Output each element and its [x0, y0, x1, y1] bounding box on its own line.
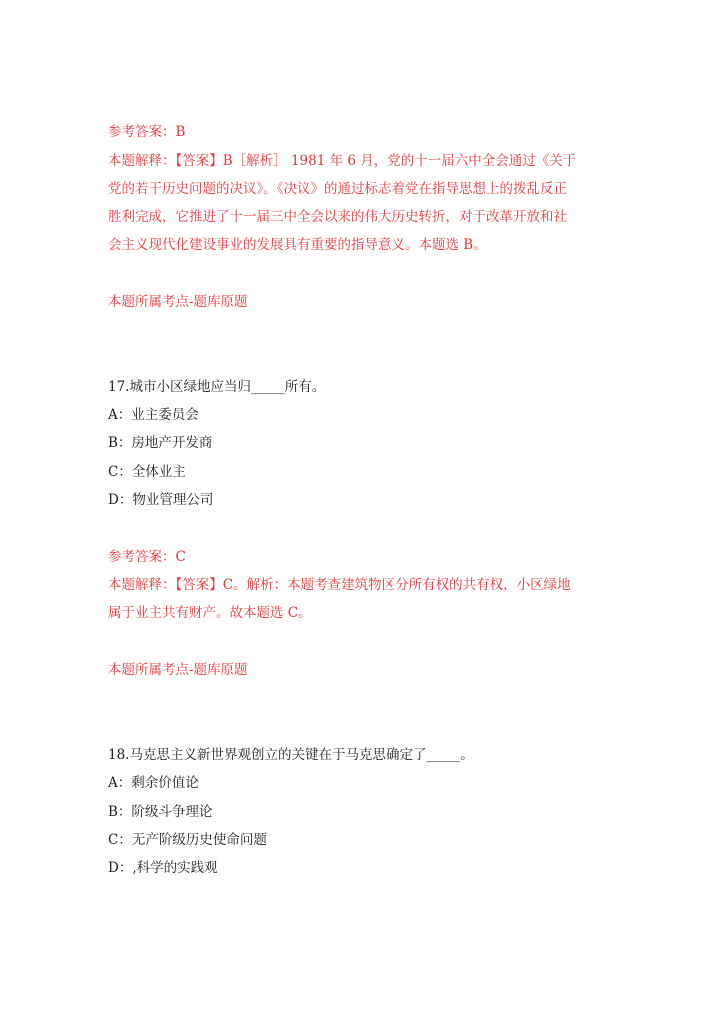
q17-ref-answer: 参考答案：C	[108, 549, 186, 565]
q17-stem: 17.城市小区绿地应当归_____所有。	[108, 379, 326, 395]
q18-option-a: A：剩余价值论	[108, 775, 199, 791]
q16-source: 本题所属考点-题库原题	[108, 294, 248, 310]
q17-option-c: C：全体业主	[108, 464, 186, 480]
q16-explanation-line-3: 胜利完成，它推进了十一届三中全会以来的伟大历史转折，对于改革开放和社	[108, 209, 567, 225]
q16-explanation-line-4: 会主义现代化建设事业的发展具有重要的指导意义。本题选 B。	[108, 237, 487, 253]
q16-explanation-line-2: 党的若干历史问题的决议》。《决议》的通过标志着党在指导思想上的拨乱反正	[108, 181, 567, 197]
q17-option-b: B：房地产开发商	[108, 435, 213, 451]
q18-option-c: C：无产阶级历史使命问题	[108, 832, 267, 848]
q18-option-b: B：阶级斗争理论	[108, 804, 213, 820]
q17-explanation-line-2: 属于业主共有财产。故本题选 C。	[108, 605, 312, 621]
q17-source: 本题所属考点-题库原题	[108, 662, 248, 678]
q18-option-d: D：,科学的实践观	[108, 860, 218, 876]
q18-stem: 18.马克思主义新世界观创立的关键在于马克思确定了_____。	[108, 747, 474, 763]
q17-option-a: A：业主委员会	[108, 407, 199, 423]
q16-ref-answer: 参考答案：B	[108, 124, 186, 140]
q17-option-d: D：物业管理公司	[108, 492, 214, 508]
q17-explanation-line-1: 本题解释：【答案】C。解析：本题考查建筑物区分所有权的共有权，小区绿地	[108, 577, 571, 593]
q16-explanation-line-1: 本题解释：【答案】B［解析］ 1981 年 6 月，党的十一届六中全会通过《关于	[108, 153, 577, 169]
